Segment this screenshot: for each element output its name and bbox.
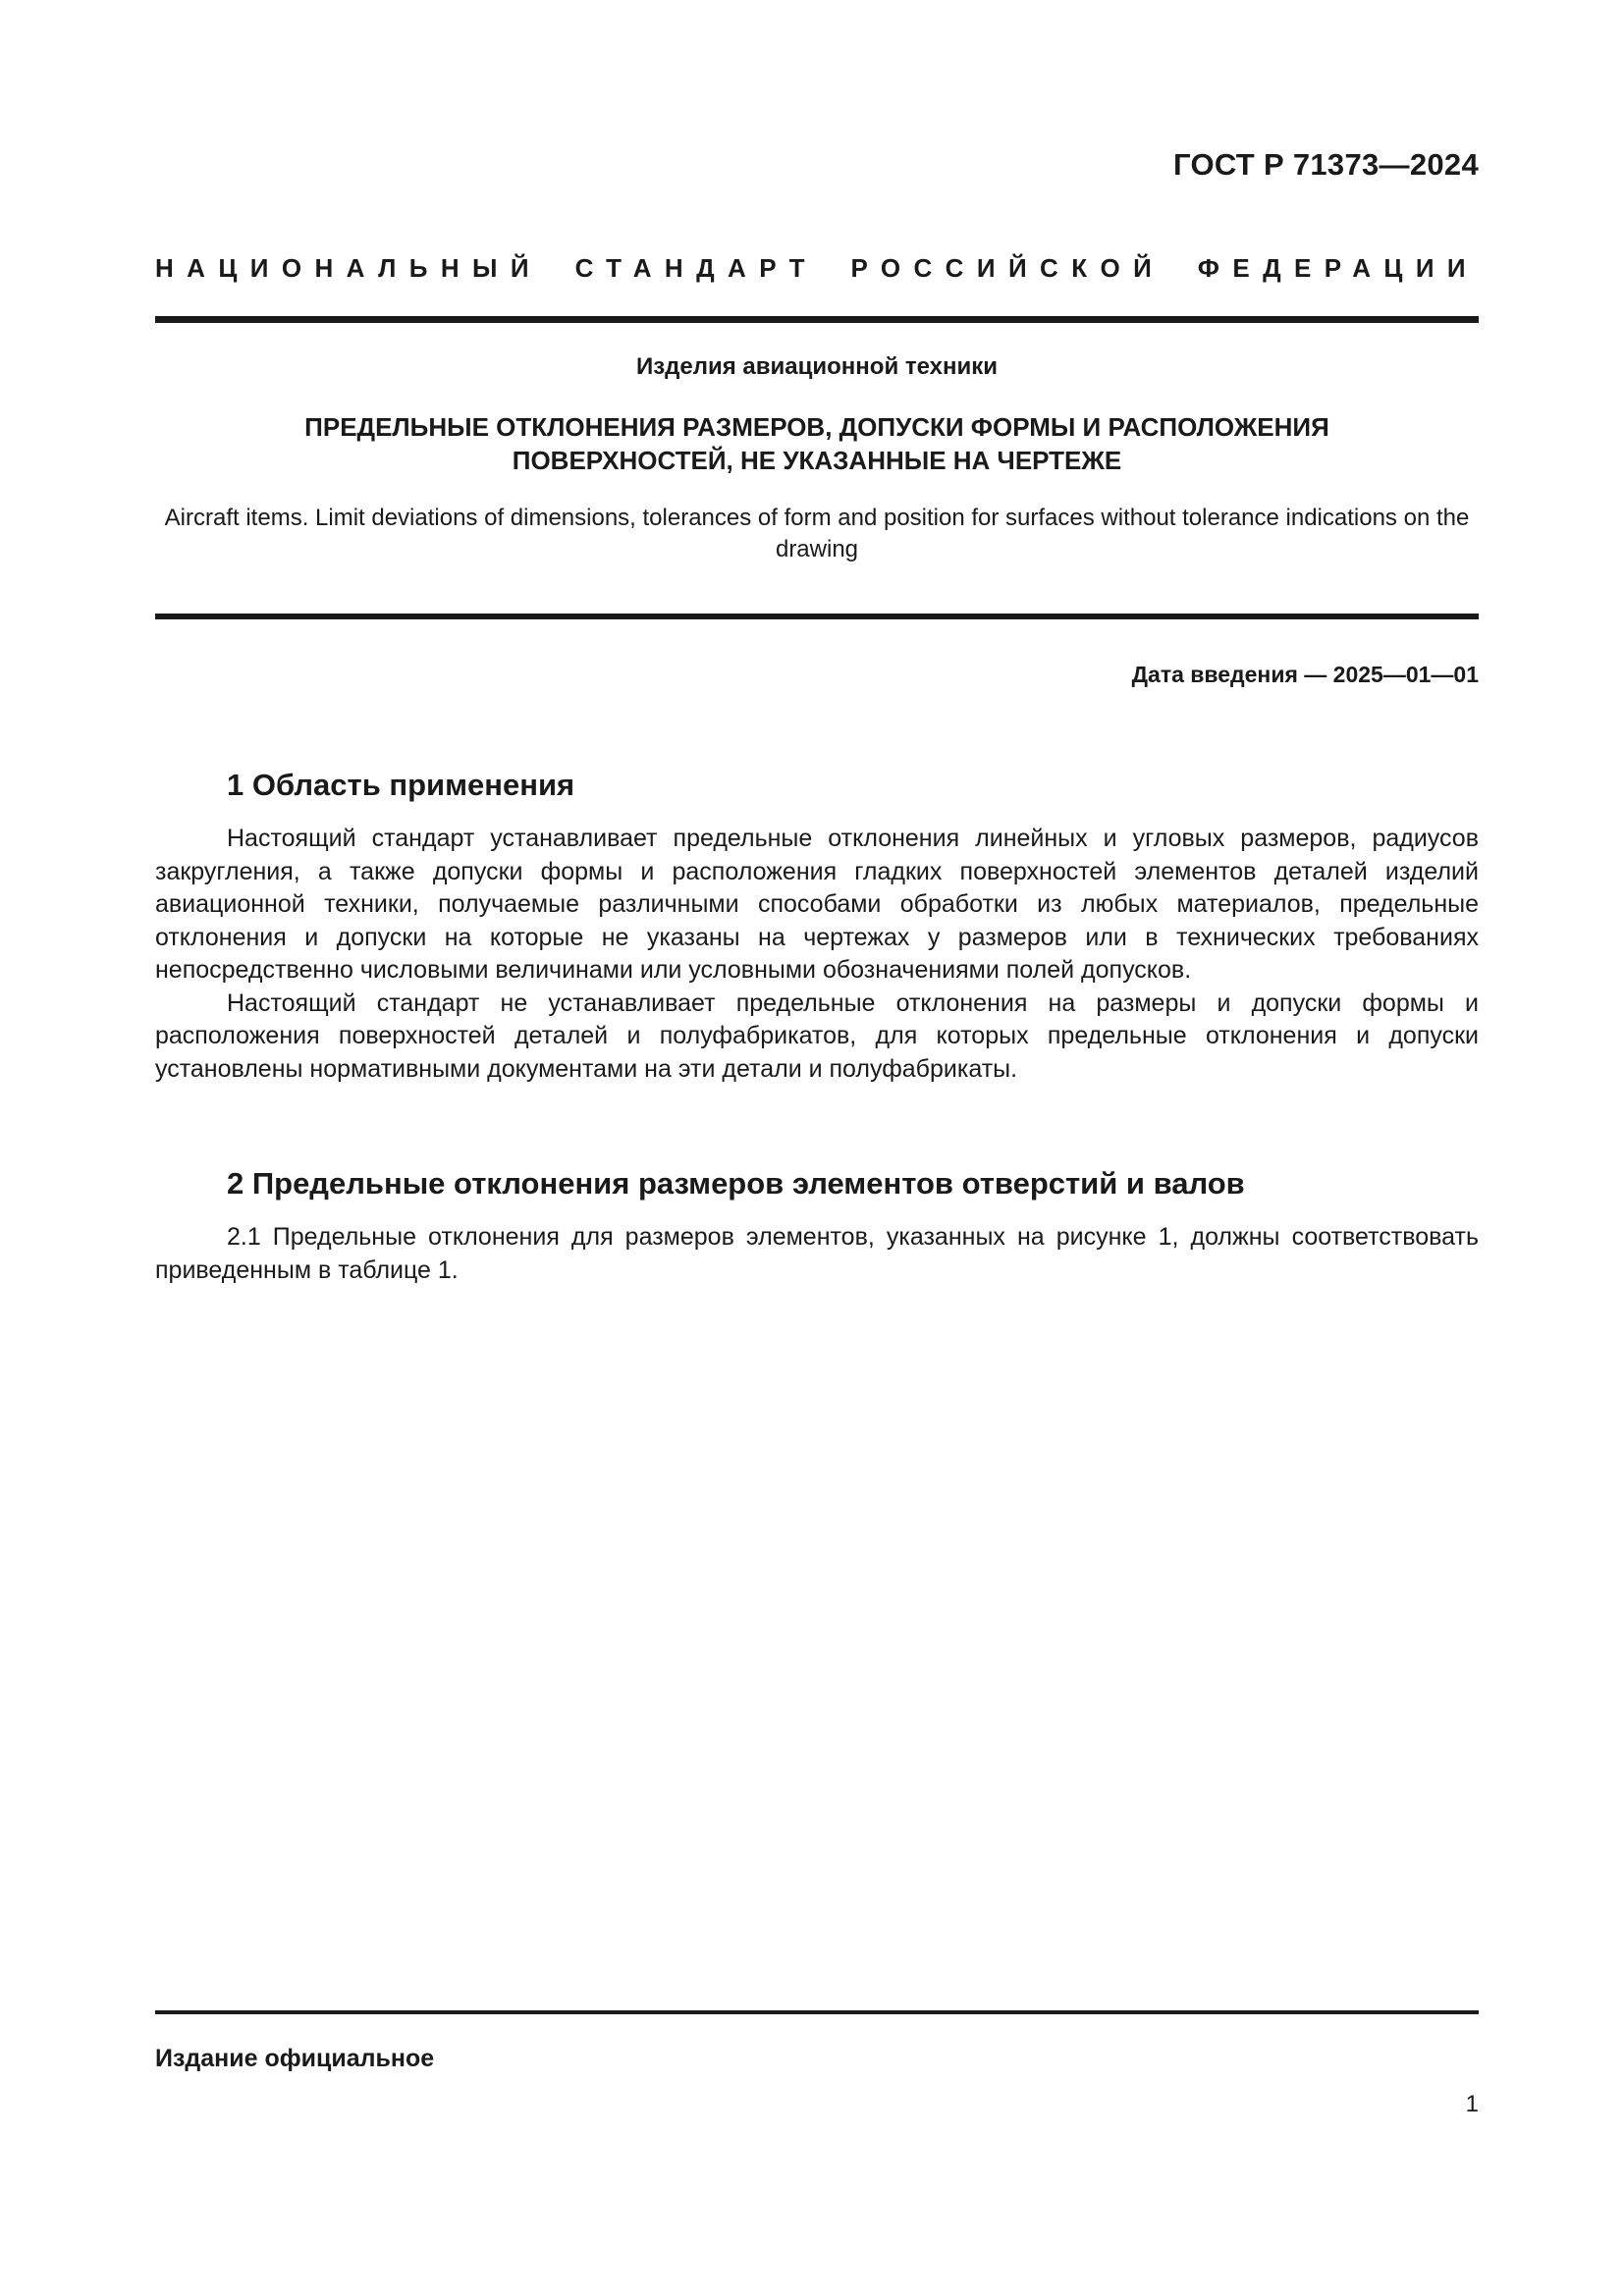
section-heading: 1 Область применения: [227, 768, 575, 802]
section-heading: 2 Предельные отклонения размеров элементов отверстий и валов: [227, 1166, 1245, 1201]
section-paragraph: Настоящий стандарт не устанавливает предельные отклонения на размеры и допуски формы и расположения поверхностей деталей и полуфабрикатов, для которых предельные отклонения и допуски установлены нормативными документами на эти детали и полуфабрикаты.: [155, 988, 1479, 1083]
section-paragraph: 2.1 Предельные отклонения для размеров элементов, указанных на рисунке 1, должны соответствовать приведенным в таблице 1.: [155, 1223, 1479, 1284]
section-scope: [155, 768, 1479, 1086]
standard-code: ГОСТ Р 71373—2024: [1173, 147, 1479, 182]
english-title: Aircraft items. Limit deviations of dimensions, tolerances of form and position for surfaces without tolerance indications on the drawing: [164, 505, 1470, 562]
section-limit-deviations: [155, 1166, 1479, 1287]
document-title: ПРЕДЕЛЬНЫЕ ОТКЛОНЕНИЯ РАЗМЕРОВ, ДОПУСКИ ФОРМЫ И РАСПОЛОЖЕНИЯ ПОВЕРХНОСТЕЙ, НЕ УКАЗАННЫЕ НА ЧЕРТЕЖЕ: [304, 412, 1329, 475]
document-subtitle: Изделия авиационной техники: [635, 353, 999, 380]
title-block: [155, 353, 1479, 565]
section-paragraph: Настоящий стандарт устанавливает предельные отклонения линейных и угловых размеров, радиусов закругления, а также допуски формы и расположения гладких поверхностей элементов деталей изделий авиационной техники, получаемые различными способами обработки из любых материалов, предельные отклонения и допуски на которые не указаны на чертежах у размеров или в технических требованиях непосредственно числовыми величинами или условными обозначениями полей допусков.: [155, 825, 1479, 984]
official-edition-label: Издание официальное: [155, 2045, 435, 2072]
introduction-date: Дата введения — 2025—01—01: [1131, 662, 1479, 687]
page-number: 1: [1465, 2091, 1479, 2117]
footer-divider: [155, 2010, 1479, 2014]
header-divider: [155, 316, 1479, 323]
national-standard-banner: НАЦИОНАЛЬНЫЙ СТАНДАРТ РОССИЙСКОЙ ФЕДЕРАЦИИ: [155, 253, 1479, 283]
document-page: [155, 0, 1479, 2296]
title-divider: [155, 614, 1479, 619]
